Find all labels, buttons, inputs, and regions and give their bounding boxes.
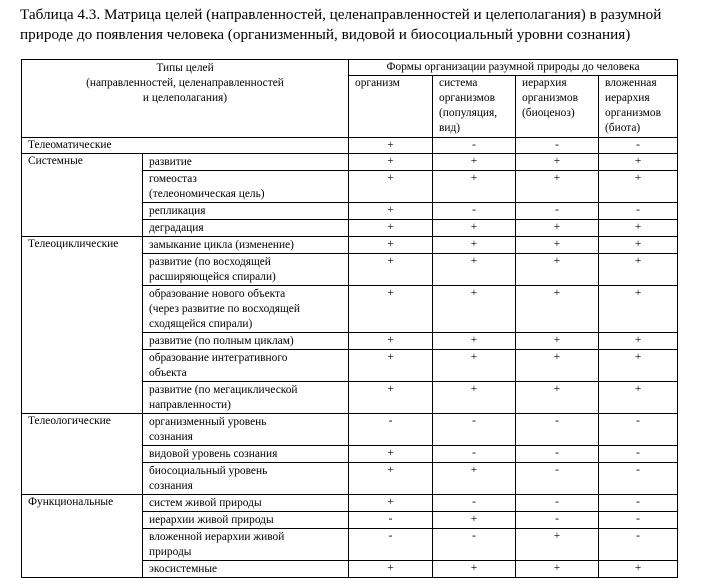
mark-cell: - [516,512,599,529]
goal-subtype-line: развитие (по восходящей [149,256,271,268]
header-form-line: (популяция, [439,107,498,119]
mark-cell: - [599,512,678,529]
mark-cell: + [599,286,678,333]
mark-cell: + [349,138,433,154]
goal-subtype-line: расширяющейся спирали) [149,271,276,283]
mark-cell: + [599,254,678,286]
mark-cell: - [516,495,599,512]
mark-cell: - [516,463,599,495]
mark-cell: + [349,463,433,495]
header-forms-title: Формы организации разумной природы до человека [349,60,678,76]
goal-subtype-line: иерархии живой природы [149,514,274,526]
mark-cell: + [599,154,678,171]
mark-cell: - [599,203,678,220]
header-form-4 [599,76,678,138]
goal-subtype-line: развитие [149,156,192,168]
mark-cell: - [433,138,516,154]
goal-type-cell: Системные [22,154,143,237]
mark-cell: - [599,414,678,446]
mark-cell: - [349,414,433,446]
mark-cell: + [433,237,516,254]
goal-subtype-line: природы [149,546,192,558]
goal-subtype-line: развитие (по мегациклической [149,384,298,396]
header-form-line: (биота) [605,122,641,134]
mark-cell: + [433,382,516,414]
mark-cell: + [599,561,678,578]
mark-cell: + [516,382,599,414]
goal-subtype-cell [143,512,349,529]
caption-line-2: природе до появления человека (организменный, видовой и биосоциальный уровни сознания) [20,26,631,43]
mark-cell: + [516,171,599,203]
mark-cell: - [349,512,433,529]
mark-cell: - [433,495,516,512]
mark-cell: + [516,333,599,350]
table-row [22,414,678,446]
mark-cell: + [349,561,433,578]
goal-subtype-cell [143,561,349,578]
mark-cell: - [599,463,678,495]
goal-subtype-line: гомеостаз [149,173,197,185]
goal-type-cell: Телеоциклические [22,237,143,414]
table-row [22,495,678,512]
mark-cell: - [599,495,678,512]
caption-line-1: Таблица 4.3. Матрица целей (направленностей, целенаправленностей и целеполагания) в разумной [20,6,662,23]
goal-subtype-line: репликация [149,205,206,217]
goal-subtype-cell [143,446,349,463]
header-form-1 [349,76,433,138]
mark-cell: + [349,495,433,512]
mark-cell: + [349,154,433,171]
mark-cell: + [349,382,433,414]
mark-cell: + [433,561,516,578]
mark-cell: - [433,529,516,561]
mark-cell: + [349,350,433,382]
mark-cell: + [516,154,599,171]
mark-cell: + [516,254,599,286]
mark-cell: + [349,286,433,333]
goal-subtype-cell [143,286,349,333]
goal-subtype-line: сходящейся спирали) [149,318,253,330]
goal-subtype-line: экосистемные [149,563,218,575]
mark-cell: - [599,529,678,561]
mark-cell: + [349,203,433,220]
header-form-line: организм [355,77,400,89]
mark-cell: - [516,138,599,154]
mark-cell: + [433,350,516,382]
table-caption [20,5,710,45]
goal-subtype-cell [143,414,349,446]
mark-cell: + [516,237,599,254]
goal-type-cell: Функциональные [22,495,143,578]
header-form-line: организмов [522,92,578,104]
mark-cell: - [433,203,516,220]
goal-subtype-cell [143,529,349,561]
goal-subtype-line: образование нового объекта [149,288,286,300]
header-form-2 [433,76,516,138]
goal-subtype-cell [143,254,349,286]
header-types-line-3: и целеполагания) [142,92,228,104]
mark-cell: + [433,154,516,171]
mark-cell: + [433,463,516,495]
mark-cell: - [599,446,678,463]
goal-subtype-line: (телеономическая цель) [149,188,265,200]
header-form-line: вложенная [605,77,657,89]
goal-subtype-line: вложенной иерархии живой [149,531,285,543]
header-form-3 [516,76,599,138]
mark-cell: - [349,529,433,561]
goal-subtype-line: биосоциальный уровень [149,465,268,477]
mark-cell: + [349,446,433,463]
goal-type-cell: Телеоматические [22,138,349,154]
mark-cell: + [433,171,516,203]
mark-cell: + [349,333,433,350]
goal-subtype-line: сознания [149,431,193,443]
goal-subtype-cell [143,237,349,254]
goals-matrix-table [21,59,678,578]
header-goal-types [22,60,349,138]
table-row [22,154,678,171]
goal-subtype-line: направленности) [149,399,231,411]
mark-cell: + [433,512,516,529]
header-form-line: организмов [439,92,495,104]
mark-cell: + [599,171,678,203]
goal-subtype-line: организменный уровень [149,416,267,428]
mark-cell: - [516,414,599,446]
mark-cell: - [433,446,516,463]
header-form-line: (биоценоз) [522,107,575,119]
header-form-line: иерархия [522,77,567,89]
goal-subtype-cell [143,154,349,171]
goal-subtype-line: деградация [149,222,204,234]
mark-cell: - [433,414,516,446]
header-form-line: организмов [605,107,661,119]
mark-cell: + [516,286,599,333]
goal-subtype-cell [143,220,349,237]
table-row [22,138,678,154]
goal-subtype-cell [143,171,349,203]
mark-cell: + [599,237,678,254]
goal-subtype-line: (через развитие по восходящей [149,303,300,315]
mark-cell: + [349,254,433,286]
mark-cell: + [433,286,516,333]
mark-cell: - [516,203,599,220]
mark-cell: + [349,171,433,203]
mark-cell: + [433,220,516,237]
header-types-line-1: Типы целей [156,62,214,74]
header-types-line-2: (направленностей, целенаправленностей [86,77,284,89]
goal-subtype-line: замыкание цикла (изменение) [149,239,294,251]
goal-subtype-line: систем живой природы [149,497,262,509]
mark-cell: + [349,220,433,237]
mark-cell: - [516,446,599,463]
goal-subtype-cell [143,495,349,512]
goal-subtype-line: видовой уровень сознания [149,448,278,460]
mark-cell: + [599,350,678,382]
header-form-line: вид) [439,122,461,134]
mark-cell: + [433,254,516,286]
mark-cell: + [599,382,678,414]
mark-cell: + [599,220,678,237]
goal-subtype-line: объекта [149,367,187,379]
mark-cell: - [599,138,678,154]
mark-cell: + [599,333,678,350]
goal-subtype-cell [143,350,349,382]
goal-subtype-line: образование интегративного [149,352,288,364]
mark-cell: + [516,220,599,237]
header-form-line: иерархия [605,92,650,104]
goal-type-cell: Телеологические [22,414,143,495]
mark-cell: + [516,561,599,578]
goal-subtype-line: развитие (по полным циклам) [149,335,294,347]
mark-cell: + [516,529,599,561]
goal-subtype-cell [143,382,349,414]
mark-cell: + [516,350,599,382]
header-form-line: система [439,77,478,89]
goal-subtype-cell [143,333,349,350]
goal-subtype-cell [143,203,349,220]
goal-subtype-line: сознания [149,480,193,492]
goal-subtype-cell [143,463,349,495]
table-row [22,237,678,254]
mark-cell: + [349,237,433,254]
mark-cell: + [433,333,516,350]
